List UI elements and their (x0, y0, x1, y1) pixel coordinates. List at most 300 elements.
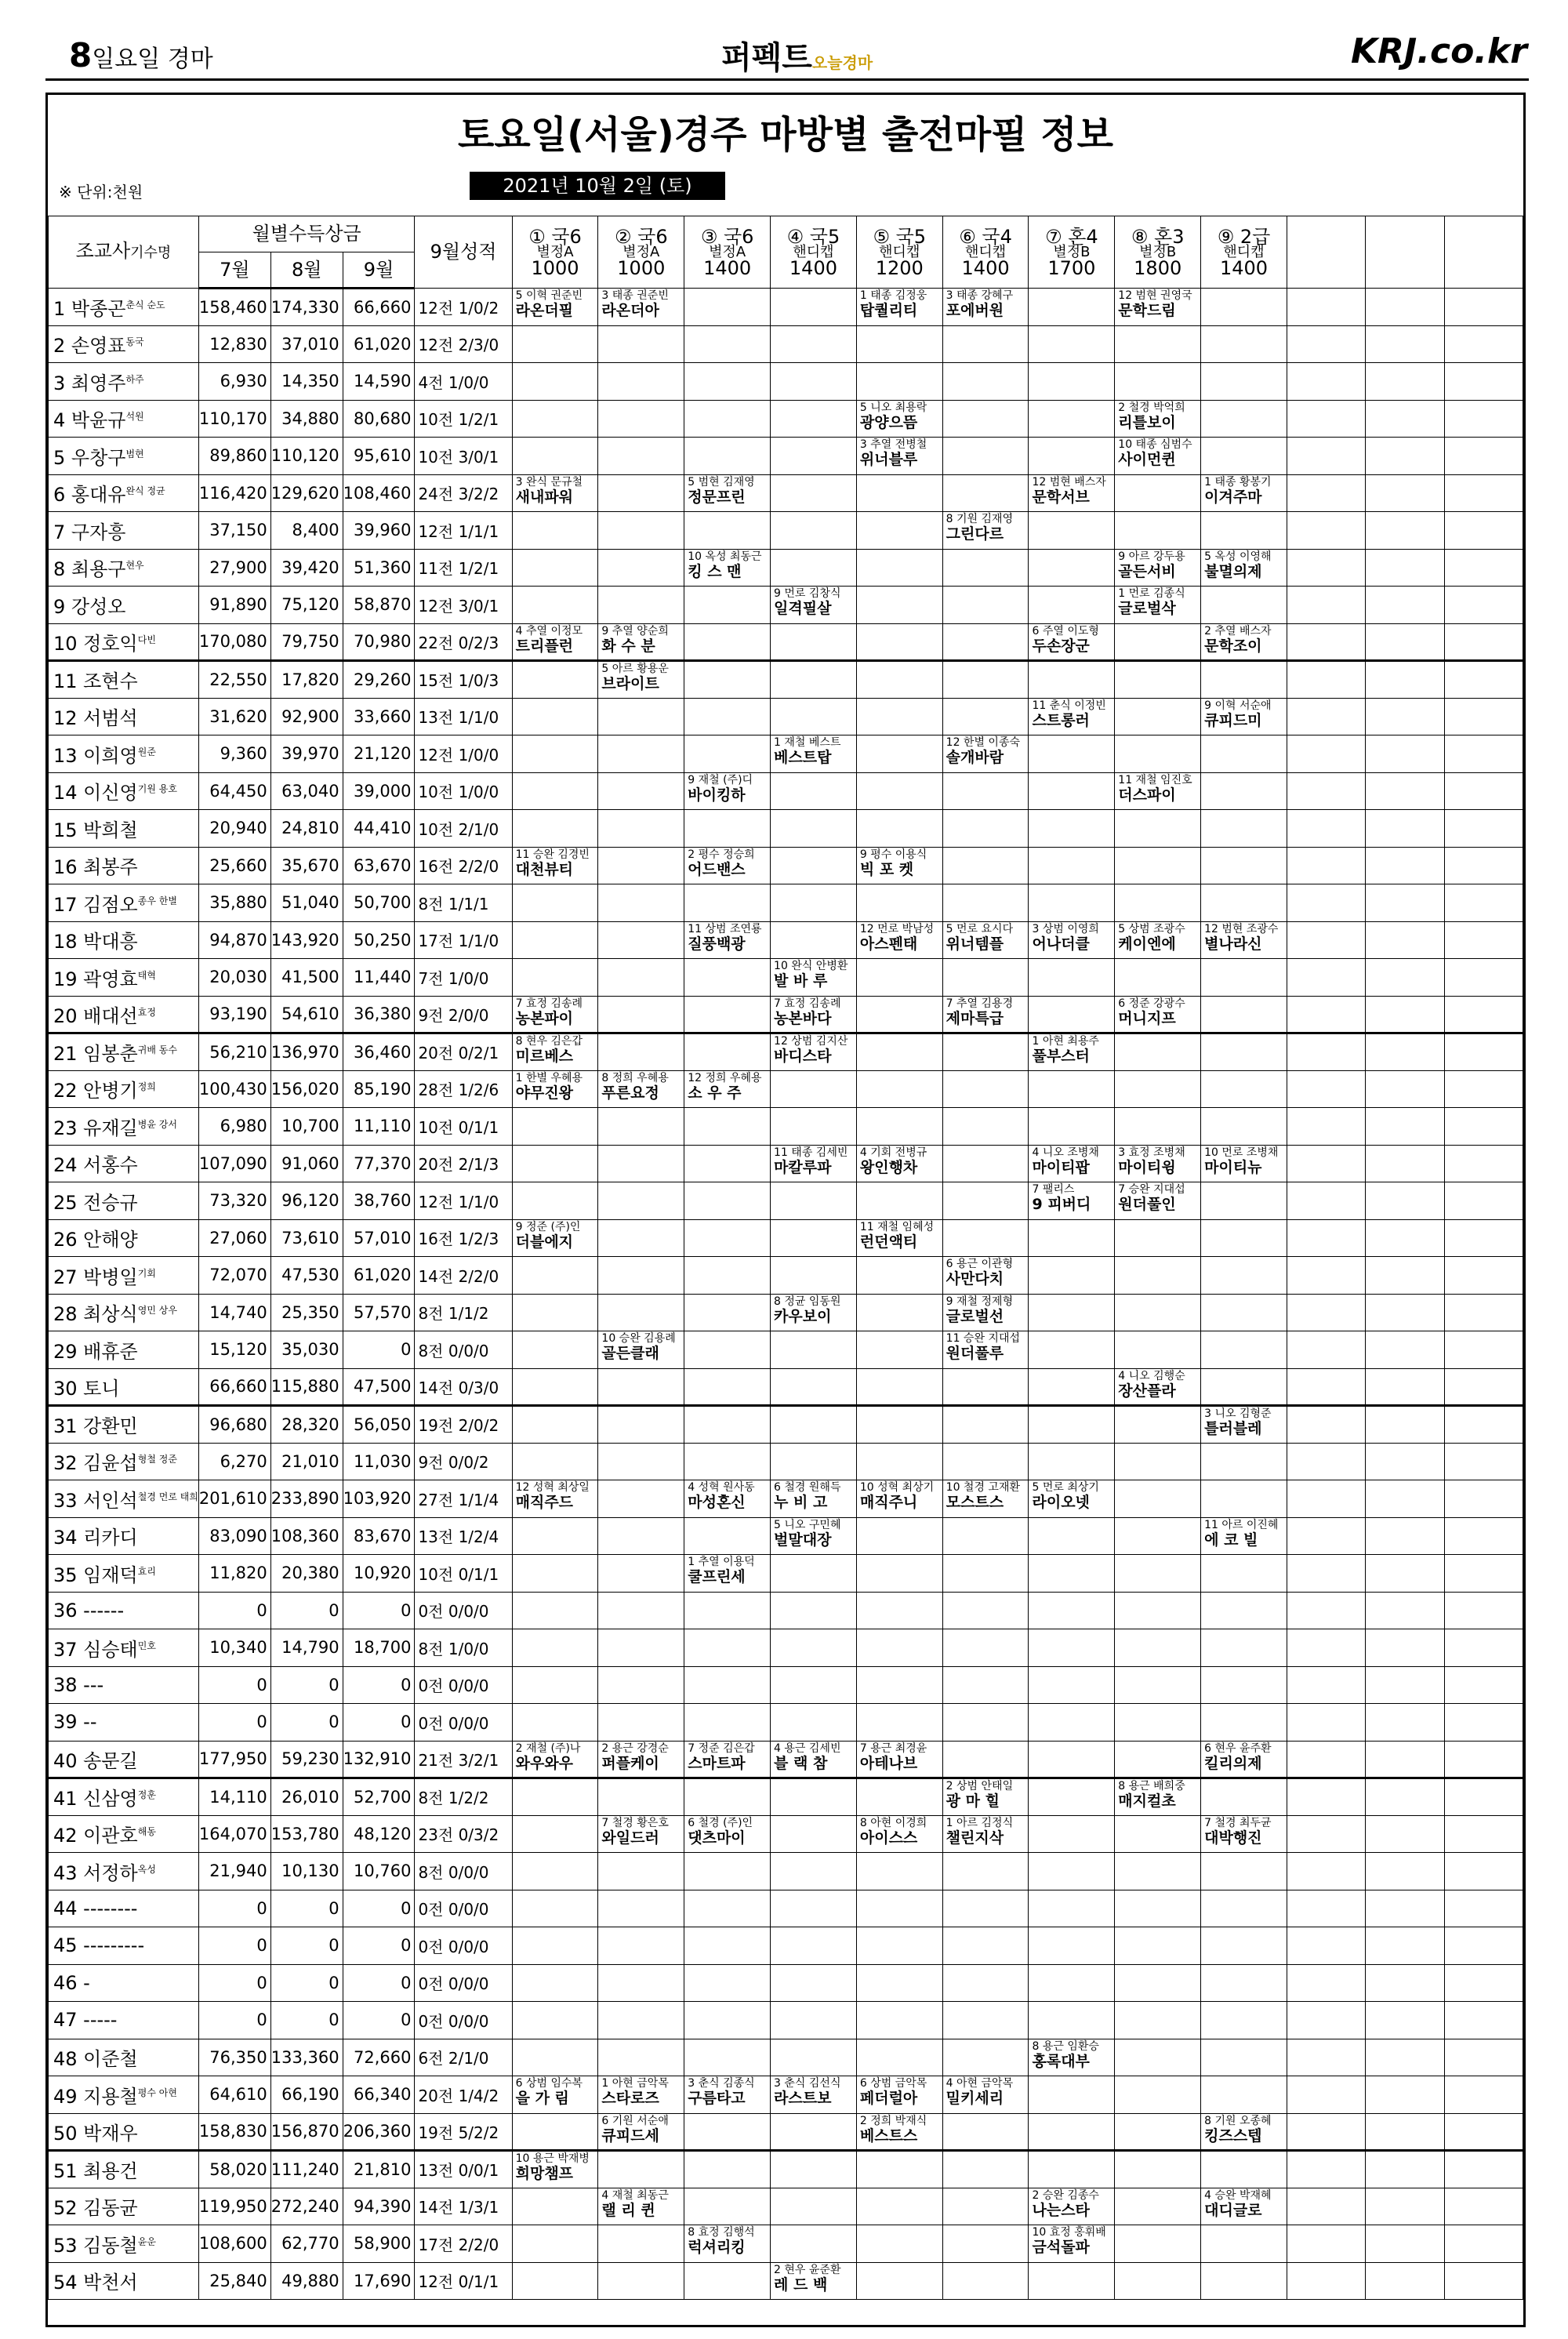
race-entry-cell (1444, 698, 1523, 735)
race-entry-cell (942, 2151, 1029, 2188)
race-entry-cell (856, 1033, 942, 1071)
race-entry-cell (1444, 1145, 1523, 1182)
race-entry-cell (942, 1555, 1029, 1593)
race-entry-cell (684, 512, 771, 550)
race-entry-cell (1029, 698, 1115, 735)
race-entry-cell (942, 1815, 1029, 1853)
race-entry-cell (1366, 1443, 1444, 1480)
race-entry-cell (1115, 1517, 1201, 1555)
september-record: 13전 0/0/1 (415, 2151, 512, 2188)
race-condition: 핸디캡 (879, 243, 920, 260)
trainer-name (49, 1219, 199, 1257)
entry-jockey-owner: 6 철경 원해득 (774, 1481, 841, 1494)
race-entry-cell (512, 810, 598, 848)
trainer-name (49, 2262, 199, 2300)
race-entry-cell (771, 847, 857, 884)
entry-horse-name: 구름타고 (688, 2090, 746, 2107)
race-entry-cell (942, 1629, 1029, 1667)
entry-jockey-owner: 1 먼로 김종식 (1118, 587, 1185, 600)
trainer-name (49, 1294, 199, 1331)
race-entry-cell (856, 698, 942, 735)
race-entry-cell (1115, 1331, 1201, 1369)
race-entry-cell (1029, 2225, 1115, 2263)
race-entry-cell (1115, 1294, 1201, 1331)
prize-m8: 96,120 (270, 1182, 343, 1220)
race-entry-cell (942, 438, 1029, 475)
race-entry-cell (684, 1480, 771, 1518)
prize-m8: 34,880 (270, 400, 343, 438)
trainer-name (49, 1368, 199, 1406)
entry-jockey-owner: 11 상범 조연룡 (688, 922, 762, 935)
trainer-row (49, 661, 1523, 699)
prize-m8: 17,820 (270, 661, 343, 699)
prize-m7: 31,620 (198, 698, 270, 735)
entry-horse-name: 9 피버디 (1032, 1196, 1091, 1213)
race-entry-cell (856, 587, 942, 624)
entry-horse-name: 밀키세리 (946, 2090, 1004, 2107)
race-entry-cell (856, 1294, 942, 1331)
race-entry-cell (942, 1964, 1029, 2002)
race-entry-cell (598, 1666, 684, 1704)
entry-jockey-owner: 3 상범 이영희 (1032, 922, 1099, 935)
race-entry-cell (684, 474, 771, 512)
race-condition: 핸디캡 (964, 243, 1007, 260)
race-entry-cell (1366, 325, 1444, 363)
trainer-row (49, 735, 1523, 773)
race-number: ② 국6 (615, 225, 668, 248)
trainer-row (49, 2039, 1523, 2076)
race-entry-cell (1029, 2002, 1115, 2039)
entry-horse-name: 틀러블레 (1204, 1420, 1262, 1437)
prize-m7: 10,340 (198, 1629, 270, 1667)
race-entry-cell (942, 1294, 1029, 1331)
entry-jockey-owner: 7 효정 김송례 (774, 997, 841, 1010)
entry-horse-name: 바이킹하 (688, 786, 746, 804)
race-entry-cell (942, 1108, 1029, 1146)
race-entry-cell (1444, 438, 1523, 475)
race-entry-cell (942, 1480, 1029, 1518)
trainer-name (49, 1257, 199, 1295)
race-entry-cell (856, 1853, 942, 1890)
race-entry-cell (1029, 1368, 1115, 1406)
trainer-name (49, 623, 199, 661)
jockey-name: 효정 (137, 1006, 156, 1018)
race-entry-cell (1201, 1778, 1287, 1816)
race-entry-cell (1366, 2151, 1444, 2188)
entry-horse-name: 베스트스 (859, 2127, 918, 2145)
race-entry-cell (1366, 1033, 1444, 1071)
trainer-name (49, 1480, 199, 1518)
race-entry-cell (1029, 1778, 1115, 1816)
race-entry-cell (1201, 474, 1287, 512)
race-entry-cell (684, 2188, 771, 2225)
race-entry-cell (1444, 2151, 1523, 2188)
trainer-name (49, 1778, 199, 1816)
race-entry-cell (512, 2225, 598, 2263)
trainer-name-text: 21 임봉춘 (53, 1043, 138, 1066)
prize-m8: 62,770 (270, 2225, 343, 2263)
entry-horse-name: 더블에지 (515, 1233, 574, 1251)
race-entry-cell (771, 1704, 857, 1742)
prize-m9: 50,700 (343, 884, 415, 922)
entry-jockey-owner: 6 용근 이관형 (946, 1258, 1014, 1270)
entry-horse-name: 불멸의제 (1204, 562, 1262, 580)
race-entry-cell (1029, 1890, 1115, 1927)
race-entry-cell (856, 1815, 942, 1853)
september-record: 27전 1/1/4 (415, 1480, 512, 1518)
prize-m7: 94,870 (198, 921, 270, 959)
prize-m8: 59,230 (270, 1741, 343, 1778)
trainer-name-text: 27 박병일 (53, 1266, 138, 1288)
race-entry-cell (942, 2039, 1029, 2076)
race-entry-cell (1201, 1406, 1287, 1444)
race-entry-cell (942, 1927, 1029, 1965)
race-entry-cell (771, 363, 857, 401)
entry-jockey-owner: 9 재철 정제형 (946, 1295, 1014, 1308)
race-entry-cell (1029, 1815, 1115, 1853)
trainer-name-text: 37 심승태 (53, 1638, 138, 1661)
empty-race-header (1287, 216, 1365, 289)
race-entry-cell (1201, 1294, 1287, 1331)
race-entry-cell (598, 2076, 684, 2114)
entry-jockey-owner: 4 아현 금악목 (946, 2077, 1014, 2090)
september-record: 19전 5/2/2 (415, 2113, 512, 2151)
race-entry-cell (1115, 363, 1201, 401)
race-entry-cell (598, 2225, 684, 2263)
race-entry-cell (598, 1368, 684, 1406)
race-entry-cell (1287, 959, 1365, 997)
trainer-row (49, 996, 1523, 1033)
entry-horse-name: 화 수 분 (601, 637, 655, 655)
race-entry-cell (1287, 2039, 1365, 2076)
september-record: 14전 0/3/0 (415, 1368, 512, 1406)
race-entry-cell (1444, 1368, 1523, 1406)
race-entry-cell (1201, 847, 1287, 884)
september-record: 16전 2/2/0 (415, 847, 512, 884)
trainer-row (49, 1666, 1523, 1704)
entry-jockey-owner: 8 용근 임환승 (1032, 2039, 1099, 2053)
race-entry-cell (1287, 1070, 1365, 1108)
entry-horse-name: 아테나브 (859, 1754, 918, 1772)
trainer-name (49, 810, 199, 848)
entry-jockey-owner: 12 정희 우혜용 (688, 1071, 762, 1084)
race-entry-cell (1287, 512, 1365, 550)
race-entry-cell (684, 1070, 771, 1108)
entry-jockey-owner: 1 태종 김정웅 (859, 289, 927, 302)
race-entry-cell (598, 698, 684, 735)
race-entry-cell (1366, 772, 1444, 810)
entry-jockey-owner: 10 완식 안병환 (774, 960, 848, 972)
entry-horse-name: 모스트스 (946, 1494, 1004, 1511)
trainer-row (49, 2225, 1523, 2263)
trainer-row (49, 1629, 1523, 1667)
race-entry-cell (684, 1108, 771, 1146)
jockey-name: 원준 (137, 746, 156, 757)
trainer-name (49, 438, 199, 475)
race-entry-cell (1201, 587, 1287, 624)
prize-m9: 18,700 (343, 1629, 415, 1667)
race-entry-cell (1201, 1257, 1287, 1295)
race-entry-cell (512, 1778, 598, 1816)
race-header (512, 216, 598, 289)
race-entry-cell (598, 2002, 684, 2039)
race-entry-cell (1115, 438, 1201, 475)
race-entry-cell (1029, 1480, 1115, 1518)
race-entry-cell (684, 1704, 771, 1742)
september-record: 21전 3/2/1 (415, 1741, 512, 1778)
race-entry-cell (942, 1070, 1029, 1108)
prize-m8: 26,010 (270, 1778, 343, 1816)
prize-m7: 108,600 (198, 2225, 270, 2263)
prize-m7: 35,880 (198, 884, 270, 922)
trainer-row (49, 2262, 1523, 2300)
race-entry-cell (1366, 1555, 1444, 1593)
race-entry-cell (1201, 400, 1287, 438)
race-entry-cell (1287, 1890, 1365, 1927)
race-entry-cell (684, 661, 771, 699)
prize-m7: 89,860 (198, 438, 270, 475)
entry-horse-name: 푸른요정 (601, 1084, 659, 1102)
entry-jockey-owner: 2 상범 안태일 (946, 1780, 1014, 1792)
entry-jockey-owner: 3 태종 강혜구 (946, 289, 1014, 302)
brand-logo: 퍼펙트오늘경마 (721, 40, 873, 76)
race-entry-cell (1366, 1629, 1444, 1667)
jockey-name: 석원 (125, 411, 144, 423)
race-entry-cell (1444, 2188, 1523, 2225)
race-entry-cell (1366, 1331, 1444, 1369)
race-entry-cell (942, 698, 1029, 735)
race-entry-cell (1444, 587, 1523, 624)
entry-jockey-owner: 5 먼로 요시다 (946, 922, 1014, 935)
race-entry-cell (1366, 623, 1444, 661)
entry-jockey-owner: 8 효정 김행석 (688, 2226, 755, 2239)
race-entry-cell (1201, 549, 1287, 587)
race-entry-cell (1287, 884, 1365, 922)
race-entry-cell (856, 1741, 942, 1778)
race-entry-cell (1287, 587, 1365, 624)
prize-m7: 96,680 (198, 1406, 270, 1444)
entry-horse-name: 광 마 힐 (946, 1792, 1000, 1810)
race-entry-cell (512, 1704, 598, 1742)
trainer-row (49, 2113, 1523, 2151)
entry-horse-name: 카우보이 (774, 1307, 832, 1325)
race-entry-cell (684, 438, 771, 475)
race-distance: 1400 (961, 256, 1010, 279)
race-entry-cell (1115, 847, 1201, 884)
race-entry-cell (771, 1778, 857, 1816)
race-entry-cell (512, 1890, 598, 1927)
race-entry-cell (512, 1070, 598, 1108)
trainer-name-text: 23 유재길 (53, 1117, 138, 1139)
race-entry-cell (512, 2002, 598, 2039)
september-record: 11전 1/2/1 (415, 549, 512, 587)
prize-m8: 10,130 (270, 1853, 343, 1890)
september-record: 20전 0/2/1 (415, 1033, 512, 1071)
race-entry-cell (1366, 1927, 1444, 1965)
race-entry-cell (1201, 1219, 1287, 1257)
trainer-name (49, 474, 199, 512)
september-record: 4전 1/0/0 (415, 363, 512, 401)
race-entry-cell (512, 1666, 598, 1704)
race-entry-cell (1366, 1778, 1444, 1816)
race-entry-cell (684, 1182, 771, 1220)
jockey-name: 민호 (137, 1640, 156, 1651)
trainer-row (49, 847, 1523, 884)
entry-jockey-owner: 10 철경 고재환 (946, 1481, 1021, 1494)
race-entry-cell (1115, 2262, 1201, 2300)
prize-m9: 66,660 (343, 289, 415, 326)
race-entry-cell (856, 623, 942, 661)
race-entry-cell (942, 549, 1029, 587)
prize-m7: 107,090 (198, 1145, 270, 1182)
race-entry-cell (512, 438, 598, 475)
entry-horse-name: 장산플라 (1118, 1382, 1176, 1400)
prize-m7: 27,900 (198, 549, 270, 587)
race-entry-cell (512, 1480, 598, 1518)
september-record: 14전 2/2/0 (415, 1257, 512, 1295)
prize-m9: 0 (343, 1964, 415, 2002)
entry-horse-name: 스타로즈 (601, 2090, 659, 2107)
entry-horse-name: 광양으뜸 (859, 413, 918, 431)
prize-m8: 0 (270, 1592, 343, 1629)
race-entry-cell (1287, 474, 1365, 512)
prize-m8: 25,350 (270, 1294, 343, 1331)
entry-jockey-owner: 3 니오 김형준 (1204, 1407, 1272, 1420)
entry-jockey-owner: 12 먼로 박남성 (859, 922, 935, 935)
race-entry-cell (1444, 735, 1523, 773)
entry-jockey-owner: 9 재철 (주)디 (688, 773, 753, 786)
prize-m9: 10,760 (343, 1853, 415, 1890)
race-entry-cell (1029, 1070, 1115, 1108)
entry-horse-name: 마이티팝 (1032, 1158, 1090, 1176)
race-entry-cell (598, 1108, 684, 1146)
prize-m7: 0 (198, 1890, 270, 1927)
race-entry-cell (856, 959, 942, 997)
entry-horse-name: 농본파이 (515, 1009, 574, 1027)
entry-jockey-owner: 2 철경 박억희 (1118, 401, 1185, 414)
race-entry-cell (1201, 1964, 1287, 2002)
entry-horse-name: 왕인행차 (859, 1158, 918, 1176)
header-divider (45, 78, 1529, 81)
entry-jockey-owner: 1 한별 우혜용 (515, 1071, 583, 1084)
trainer-name (49, 921, 199, 959)
race-entry-cell (1287, 2225, 1365, 2263)
race-entry-cell (512, 1517, 598, 1555)
jockey-name: 완식 정균 (125, 485, 165, 497)
race-header (856, 216, 942, 289)
entry-horse-name: 위너템플 (946, 935, 1004, 953)
race-entry-cell (771, 400, 857, 438)
prize-m8: 91,060 (270, 1145, 343, 1182)
race-entry-cell (1366, 698, 1444, 735)
race-entry-cell (856, 400, 942, 438)
entry-jockey-owner: 2 정희 박재식 (859, 2114, 927, 2127)
trainer-name (49, 587, 199, 624)
trainer-name-text: 1 박종곤 (53, 297, 126, 320)
race-entry-cell (1201, 1853, 1287, 1890)
prize-m8: 14,350 (270, 363, 343, 401)
race-entry-cell (771, 1108, 857, 1146)
race-entry-cell (1201, 1629, 1287, 1667)
trainer-name-text: 3 최영주 (53, 372, 126, 394)
trainer-row (49, 1592, 1523, 1629)
race-entry-cell (1366, 438, 1444, 475)
race-entry-cell (1287, 1182, 1365, 1220)
prize-m8: 129,620 (270, 474, 343, 512)
race-entry-cell (512, 1853, 598, 1890)
race-entry-cell (1366, 1853, 1444, 1890)
entry-jockey-owner: 8 용근 배희중 (1118, 1780, 1185, 1792)
trainer-row (49, 474, 1523, 512)
prize-m8: 39,420 (270, 549, 343, 587)
entry-jockey-owner: 9 먼로 김창식 (774, 587, 841, 600)
race-entry-cell (684, 1666, 771, 1704)
race-entry-cell (1029, 1927, 1115, 1965)
race-entry-cell (1287, 1443, 1365, 1480)
entry-horse-name: 솔개바람 (946, 749, 1004, 766)
race-entry-cell (1444, 661, 1523, 699)
prize-m9: 57,010 (343, 1219, 415, 1257)
prize-m7: 14,740 (198, 1294, 270, 1331)
race-entry-cell (512, 661, 598, 699)
race-entry-cell (771, 996, 857, 1033)
entry-horse-name: 케이엔에 (1118, 935, 1176, 953)
race-entry-cell (512, 1927, 598, 1965)
race-entry-cell (1287, 661, 1365, 699)
race-entry-cell (1115, 1592, 1201, 1629)
september-record: 8전 0/0/0 (415, 1853, 512, 1890)
prize-m7: 73,320 (198, 1182, 270, 1220)
september-record: 0전 0/0/0 (415, 1927, 512, 1965)
prize-m9: 0 (343, 1666, 415, 1704)
prize-m7: 164,070 (198, 1815, 270, 1853)
entry-horse-name: 문학드림 (1118, 302, 1176, 319)
race-entry-cell (856, 1406, 942, 1444)
race-entry-cell (771, 325, 857, 363)
race-entry-cell (1029, 1517, 1115, 1555)
race-entry-cell (1115, 1927, 1201, 1965)
race-entry-cell (942, 623, 1029, 661)
entry-jockey-owner: 3 추열 전병철 (859, 438, 927, 451)
race-entry-cell (771, 1368, 857, 1406)
entry-horse-name: 원더풀인 (1118, 1196, 1176, 1213)
race-entry-cell (1201, 1070, 1287, 1108)
race-entry-cell (598, 1741, 684, 1778)
race-entry-cell (771, 2002, 857, 2039)
race-entry-cell (1444, 1666, 1523, 1704)
trainer-name (49, 772, 199, 810)
race-entry-cell (771, 810, 857, 848)
prize-m9: 58,870 (343, 587, 415, 624)
prize-m8: 21,010 (270, 1443, 343, 1480)
race-entry-cell (942, 1853, 1029, 1890)
race-entry-cell (598, 921, 684, 959)
prize-m7: 6,930 (198, 363, 270, 401)
race-entry-cell (942, 884, 1029, 922)
race-entry-cell (1287, 2076, 1365, 2114)
race-entry-cell (856, 735, 942, 773)
prize-m7: 0 (198, 1964, 270, 2002)
jockey-name: 영민 상우 (137, 1305, 177, 1317)
september-record: 0전 0/0/0 (415, 1704, 512, 1742)
race-entry-cell (1444, 2262, 1523, 2300)
race-entry-cell (1029, 884, 1115, 922)
trainer-name (49, 1815, 199, 1853)
entry-jockey-owner: 5 이혁 권준빈 (515, 289, 583, 302)
entry-jockey-owner: 2 재철 (주)나 (515, 1742, 581, 1755)
entry-jockey-owner: 5 니오 최용락 (859, 401, 927, 414)
entry-jockey-owner: 10 옥성 최동근 (688, 550, 762, 563)
